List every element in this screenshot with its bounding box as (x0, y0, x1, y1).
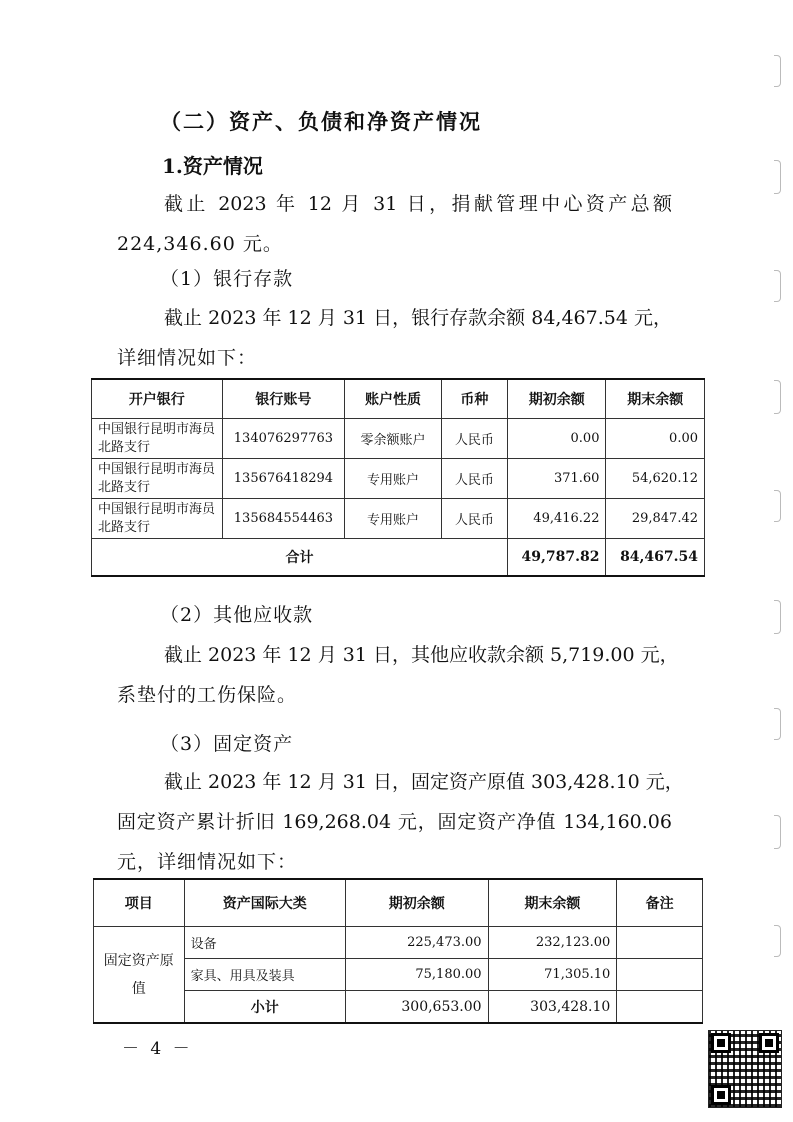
page-number: － 4 － (122, 1039, 193, 1059)
binding-mark (774, 270, 781, 302)
cell-closing: 54,620.12 (606, 459, 705, 499)
cell-opening: 49,416.22 (508, 499, 606, 539)
header-currency: 币种 (441, 379, 507, 419)
cell-currency: 人民币 (441, 499, 507, 539)
cell-bank: 中国银行昆明市海员北路支行 (92, 499, 223, 539)
bank-deposit-table (91, 378, 705, 577)
subtotal-note (617, 991, 703, 1024)
total-opening: 49,787.82 (508, 539, 606, 577)
receivable-text-2: 系垫付的工伤保险。 (117, 684, 298, 706)
cell-currency: 人民币 (441, 459, 507, 499)
binding-mark (774, 380, 781, 414)
cell-account: 135684554463 (222, 499, 345, 539)
cell-opening: 371.60 (508, 459, 606, 499)
cell-opening: 75,180.00 (345, 959, 488, 991)
intro-line-1: 截止 2023 年 12 月 31 日，捐献管理中心资产总额 (164, 193, 672, 215)
header-account: 银行账号 (222, 379, 345, 419)
header-note: 备注 (617, 879, 703, 927)
cell-account-type: 专用账户 (345, 459, 441, 499)
cell-closing: 71,305.10 (488, 959, 617, 991)
bank-deposit-text-1: 截止 2023 年 12 月 31 日，银行存款余额 84,467.54 元， (164, 307, 672, 329)
subtotal-label: 小计 (184, 991, 345, 1024)
header-opening-balance: 期初余额 (345, 879, 488, 927)
group-label: 固定资产原值 (94, 927, 185, 1024)
cell-closing: 232,123.00 (488, 927, 617, 959)
total-closing: 84,467.54 (606, 539, 705, 577)
cell-opening: 225,473.00 (345, 927, 488, 959)
header-closing-balance: 期末余额 (488, 879, 617, 927)
cell-account: 134076297763 (222, 419, 345, 459)
subtotal-row (94, 991, 703, 1024)
header-closing-balance: 期末余额 (606, 379, 705, 419)
subtotal-opening: 300,653.00 (345, 991, 488, 1024)
cell-bank: 中国银行昆明市海员北路支行 (92, 419, 223, 459)
fixed-assets-text-1: 截止 2023 年 12 月 31 日，固定资产原值 303,428.10 元， (164, 771, 684, 793)
header-category: 资产国际大类 (184, 879, 345, 927)
fixed-assets-table (93, 878, 703, 1024)
table-row (94, 959, 703, 991)
bank-deposit-text-2: 详细情况如下： (117, 347, 258, 369)
table-row (92, 459, 705, 499)
binding-mark (774, 600, 781, 634)
table-row (92, 499, 705, 539)
subtotal-closing: 303,428.10 (488, 991, 617, 1024)
cell-account: 135676418294 (222, 459, 345, 499)
binding-mark (774, 55, 781, 87)
binding-mark (774, 160, 781, 194)
bank-deposit-title: （1）银行存款 (160, 268, 294, 290)
receivable-text-1: 截止 2023 年 12 月 31 日，其他应收款余额 5,719.00 元， (164, 644, 679, 666)
cell-category: 设备 (184, 927, 345, 959)
table-row (94, 927, 703, 959)
sub-heading-assets: 1.资产情况 (162, 154, 263, 178)
intro-line-2: 224,346.60 元。 (117, 233, 283, 255)
receivable-title: （2）其他应收款 (160, 604, 314, 626)
cell-currency: 人民币 (441, 419, 507, 459)
cell-closing: 29,847.42 (606, 499, 705, 539)
binding-mark (774, 925, 781, 957)
cell-note (617, 959, 703, 991)
section-heading: （二）资产、负债和净资产情况 (160, 109, 482, 134)
binding-mark (774, 490, 781, 522)
cell-opening: 0.00 (508, 419, 606, 459)
total-label: 合计 (92, 539, 508, 577)
cell-account-type: 专用账户 (345, 499, 441, 539)
header-bank: 开户银行 (92, 379, 223, 419)
fixed-assets-title: （3）固定资产 (160, 733, 294, 755)
qr-code-icon (708, 1030, 782, 1108)
cell-account-type: 零余额账户 (345, 419, 441, 459)
fixed-assets-text-3: 元，详细情况如下： (117, 851, 298, 873)
header-opening-balance: 期初余额 (508, 379, 606, 419)
cell-category: 家具、用具及装具 (184, 959, 345, 991)
fixed-assets-text-2: 固定资产累计折旧 169,268.04 元，固定资产净值 134,160.06 (117, 811, 672, 833)
header-item: 项目 (94, 879, 185, 927)
cell-closing: 0.00 (606, 419, 705, 459)
total-row (92, 539, 705, 577)
cell-note (617, 927, 703, 959)
header-account-type: 账户性质 (345, 379, 441, 419)
binding-mark (774, 815, 781, 849)
table-row (92, 419, 705, 459)
binding-mark (774, 708, 781, 740)
cell-bank: 中国银行昆明市海员北路支行 (92, 459, 223, 499)
